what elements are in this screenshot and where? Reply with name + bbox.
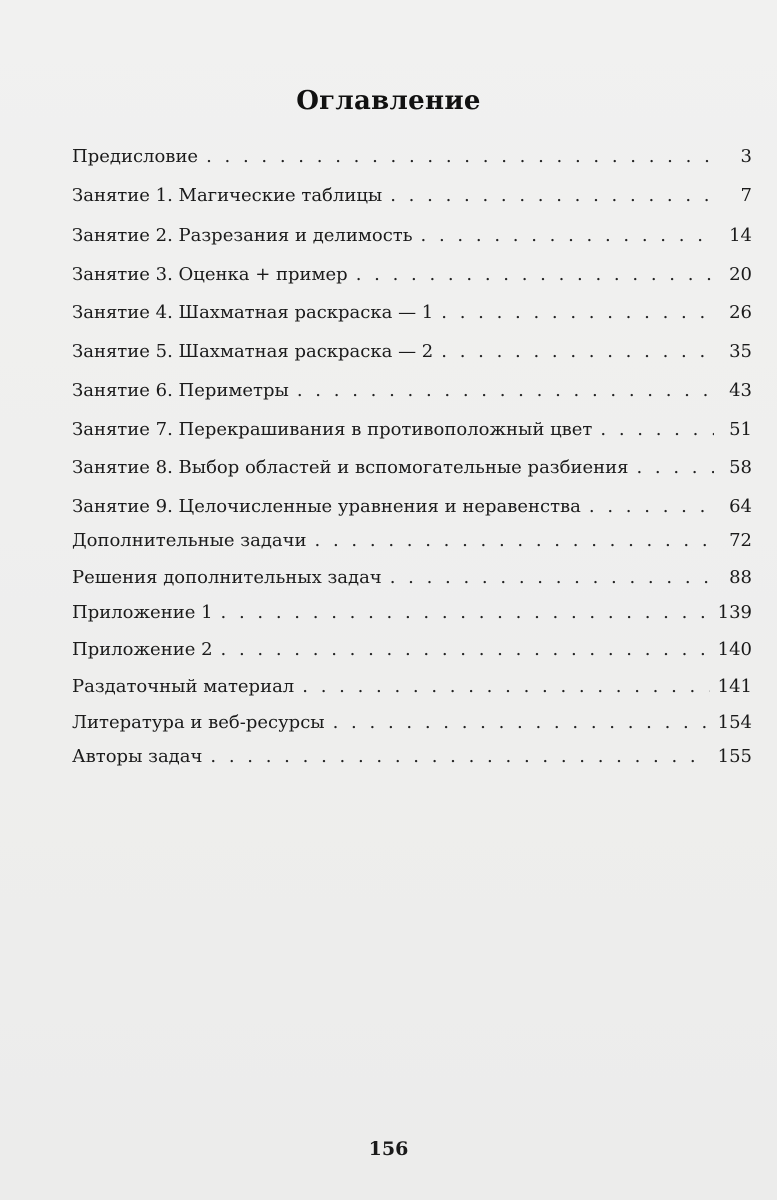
toc-entry-label: Занятие 2. Разрезания и делимость	[72, 225, 413, 246]
toc-leader-dots	[441, 302, 714, 323]
toc-entry-8	[72, 457, 752, 483]
toc-leader-dots	[421, 225, 714, 246]
page-number: 156	[368, 1138, 409, 1160]
toc-entry-page: 64	[729, 496, 752, 517]
toc-entry-page: 88	[729, 567, 752, 588]
toc-entry-label: Авторы задач	[72, 746, 203, 767]
toc-entry-3	[72, 264, 752, 290]
toc-entry-page: 58	[729, 457, 752, 478]
toc-leader-dots	[315, 530, 714, 551]
toc-entry-label: Приложение 1	[72, 602, 213, 623]
toc-leader-dots	[297, 380, 714, 401]
toc-entry-14	[72, 676, 752, 702]
toc-leader-dots	[302, 676, 709, 697]
toc-entry-12	[72, 602, 752, 628]
toc-entry-page: 14	[729, 225, 752, 246]
toc-entry-page: 51	[729, 419, 752, 440]
toc-leader-dots	[636, 457, 714, 478]
toc-entry-label: Занятие 6. Периметры	[72, 380, 289, 401]
toc-leader-dots	[441, 341, 714, 362]
toc-entry-label: Предисловие	[72, 146, 199, 167]
toc-entry-page: 141	[717, 676, 752, 697]
toc-leader-dots	[206, 146, 714, 167]
toc-leader-dots	[390, 185, 714, 206]
toc-entry-page: 20	[729, 264, 752, 285]
toc-entry-label: Дополнительные задачи	[72, 530, 307, 551]
toc-entry-page: 7	[740, 185, 752, 206]
toc-entry-6	[72, 380, 752, 406]
toc-entry-page: 26	[729, 302, 752, 323]
toc-entry-page: 35	[729, 341, 752, 362]
toc-entry-9	[72, 496, 752, 522]
toc-leader-dots	[333, 712, 710, 733]
toc-entry-label: Приложение 2	[72, 639, 213, 660]
toc-entry-label: Занятие 7. Перекрашивания в противоположный цвет	[72, 419, 593, 440]
toc-entry-label: Занятие 4. Шахматная раскраска — 1	[72, 302, 434, 323]
toc-leader-dots	[221, 639, 710, 660]
toc-entry-7	[72, 419, 752, 445]
toc-entry-page: 155	[717, 746, 752, 767]
toc-leader-dots	[210, 746, 709, 767]
toc-entry-page: 72	[729, 530, 752, 551]
toc-leader-dots	[589, 496, 714, 517]
toc-leader-dots	[356, 264, 714, 285]
toc-entry-label: Раздаточный материал	[72, 676, 295, 697]
toc-entry-label: Решения дополнительных задач	[72, 567, 382, 588]
toc-entry-13	[72, 639, 752, 665]
toc-entry-label: Занятие 5. Шахматная раскраска — 2	[72, 341, 434, 362]
toc-entry-page: 3	[740, 146, 752, 167]
toc-entry-5	[72, 341, 752, 367]
toc-entry-label: Занятие 9. Целочисленные уравнения и неравенства	[72, 496, 581, 517]
page-title: Оглавление	[296, 86, 481, 116]
toc-entry-page: 139	[717, 602, 752, 623]
toc-entry-1	[72, 185, 752, 211]
toc-entry-0	[72, 146, 752, 172]
toc-entry-label: Занятие 8. Выбор областей и вспомогательные разбиения	[72, 457, 629, 478]
toc-leader-dots	[390, 567, 714, 588]
toc-entry-label: Занятие 3. Оценка + пример	[72, 264, 348, 285]
toc-entry-label: Занятие 1. Магические таблицы	[72, 185, 383, 206]
toc-entry-2	[72, 225, 752, 251]
toc-entry-11	[72, 567, 752, 593]
toc-entry-10	[72, 530, 752, 556]
toc-entry-label: Литература и веб-ресурсы	[72, 712, 325, 733]
toc-entry-4	[72, 302, 752, 328]
toc-leader-dots	[600, 419, 714, 440]
toc-entry-page: 140	[717, 639, 752, 660]
toc-entry-page: 43	[729, 380, 752, 401]
toc-entry-page: 154	[717, 712, 752, 733]
toc-entry-16	[72, 746, 752, 772]
toc-leader-dots	[221, 602, 710, 623]
toc-entry-15	[72, 712, 752, 738]
